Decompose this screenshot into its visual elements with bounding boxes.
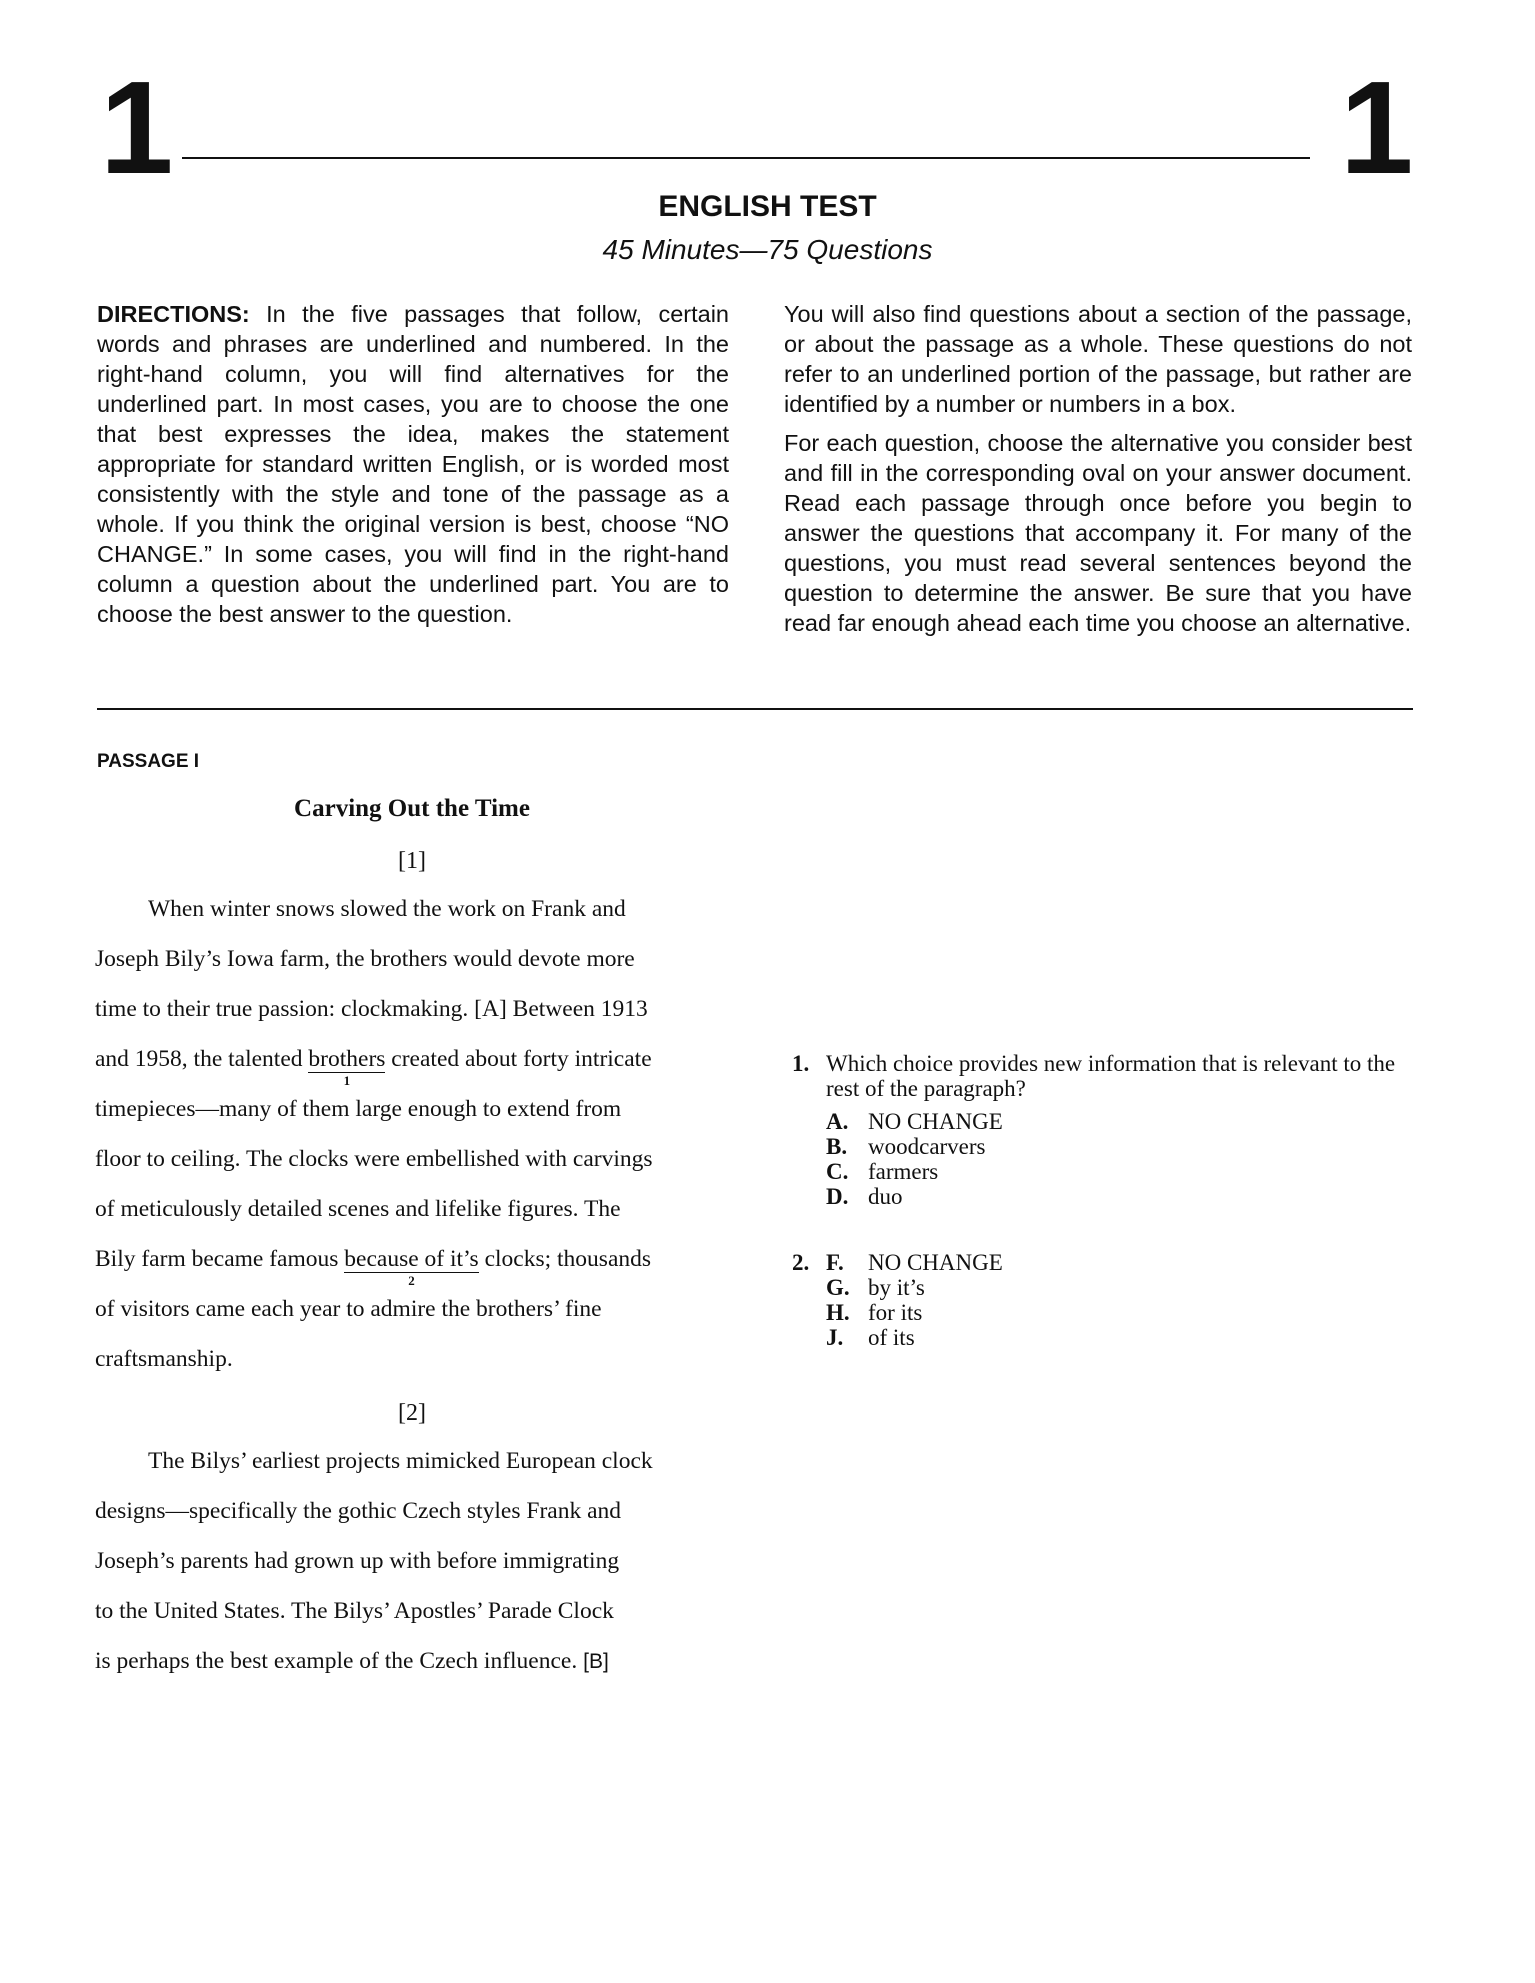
passage-line: The Bilys’ earliest projects mimicked European clock <box>148 1448 653 1474</box>
directions-left-column <box>97 299 729 629</box>
answer-option-j[interactable] <box>826 1325 1422 1350</box>
option-letter: G. <box>826 1275 850 1300</box>
answer-option-h[interactable] <box>826 1300 1422 1325</box>
answer-option-g[interactable] <box>826 1275 1422 1300</box>
underlined-text: because of it’s <box>344 1246 479 1272</box>
paragraph-number-1: [1] <box>398 848 426 874</box>
question-marker-2: 2 <box>408 1273 415 1288</box>
position-marker-b: [B] <box>583 1650 609 1673</box>
test-subtitle: 45 Minutes—75 Questions <box>602 234 933 265</box>
passage-text: is perhaps the best example of the Czech influence. <box>95 1648 584 1674</box>
passage-line: timepieces—many of them large enough to extend from <box>95 1096 622 1122</box>
passage-text: clocks; thousands <box>478 1246 652 1272</box>
paragraph-number-2: [2] <box>398 1400 426 1426</box>
directions-text: In the five passages that follow, certain words and phrases are underlined and numbered. In the right-hand column, you will find alternatives for the underlined part. In most cases, you are to choose the one that best expresses the idea, makes the statement appropriate for standard written English, or is worded most consistently with the style and tone of the passage as a whole. If you think the original version is best, choose “NO CHANGE.” In some cases, you will find in the right-hand column a question about the underlined part. You are to choose the best answer to the question. <box>97 301 730 627</box>
passage-line <box>95 1044 652 1088</box>
passage-text: Bily farm became famous <box>95 1246 345 1272</box>
option-text: NO CHANGE <box>868 1109 1003 1134</box>
passage-line: floor to ceiling. The clocks were embellished with carvings <box>95 1146 653 1172</box>
answer-option-d[interactable] <box>826 1184 1422 1209</box>
question-marker-1: 1 <box>343 1073 351 1088</box>
passage-line <box>95 1244 652 1288</box>
answer-option-f[interactable] <box>792 1250 1422 1275</box>
option-text: woodcarvers <box>868 1134 986 1159</box>
directions-label: DIRECTIONS: <box>97 301 250 327</box>
option-letter: F. <box>826 1250 844 1275</box>
directions-right-paragraph-2: For each question, choose the alternative you consider best and fill in the corresponding oval on your answer document. Read each passage through once before you begin to answer the questions that accompany it. For many of the questions, you must read several sentences beyond the question to determine the answer. Be sure that you have read far enough ahead each time you choose an alternative. <box>784 430 1412 636</box>
question-2 <box>792 1250 1422 1350</box>
answer-option-b[interactable] <box>826 1134 1422 1159</box>
passage-text: created about forty intricate <box>385 1046 652 1072</box>
section-divider <box>97 708 1413 710</box>
option-letter: C. <box>826 1159 849 1184</box>
passage-line: designs—specifically the gothic Czech styles Frank and <box>95 1498 622 1524</box>
passage-line: time to their true passion: clockmaking. [A] Between 1913 <box>95 996 648 1022</box>
option-letter: H. <box>826 1300 850 1325</box>
passage-title: Carving Out the Time <box>294 795 530 822</box>
test-title: ENGLISH TEST <box>658 190 877 223</box>
directions-right-column <box>784 299 1412 638</box>
option-letter: D. <box>826 1184 849 1209</box>
directions-paragraph <box>97 299 729 629</box>
question-1 <box>792 1051 1422 1209</box>
passage-line: When winter snows slowed the work on Frank and <box>148 896 626 922</box>
option-letter: B. <box>826 1134 848 1159</box>
passage-line: to the United States. The Bilys’ Apostles’ Parade Clock <box>95 1598 614 1624</box>
option-letter: J. <box>826 1325 844 1350</box>
question-number: 2. <box>792 1250 810 1275</box>
option-letter: A. <box>826 1109 849 1134</box>
directions-right-paragraph-1: You will also find questions about a section of the passage, or about the passage as a whole. These questions do not refer to an underlined portion of the passage, but rather are identified by a number or numbers in a box. <box>784 301 1412 417</box>
section-number-right: 1 <box>1340 54 1414 201</box>
underlined-phrase-2[interactable] <box>344 1246 479 1288</box>
underlined-text: brothers <box>308 1046 386 1072</box>
passage-line: craftsmanship. <box>95 1346 233 1372</box>
option-text: duo <box>868 1184 903 1209</box>
option-text: of its <box>868 1325 915 1350</box>
question-text: Which choice provides new information that is relevant to the rest of the paragraph? <box>826 1051 1396 1101</box>
answer-option-c[interactable] <box>826 1159 1422 1184</box>
option-text: farmers <box>868 1159 939 1184</box>
underlined-phrase-1[interactable] <box>308 1046 386 1088</box>
passage-text: and 1958, the talented <box>95 1046 309 1072</box>
option-text: NO CHANGE <box>868 1250 1003 1275</box>
question-number: 1. <box>792 1051 810 1076</box>
passage-line: Joseph Bily’s Iowa farm, the brothers would devote more <box>95 946 635 972</box>
question-stem <box>792 1051 1422 1101</box>
header-rule <box>182 157 1310 159</box>
passage-line: of meticulously detailed scenes and lifelike figures. The <box>95 1196 621 1222</box>
passage-line: of visitors came each year to admire the brothers’ fine <box>95 1296 602 1322</box>
passage-line: Joseph’s parents had grown up with before immigrating <box>95 1548 620 1574</box>
option-text: by it’s <box>868 1275 925 1300</box>
passage-line <box>95 1646 609 1677</box>
passage-label: PASSAGE I <box>97 751 200 772</box>
answer-option-a[interactable] <box>826 1109 1422 1134</box>
section-number-left: 1 <box>100 54 174 201</box>
option-text: for its <box>868 1300 923 1325</box>
